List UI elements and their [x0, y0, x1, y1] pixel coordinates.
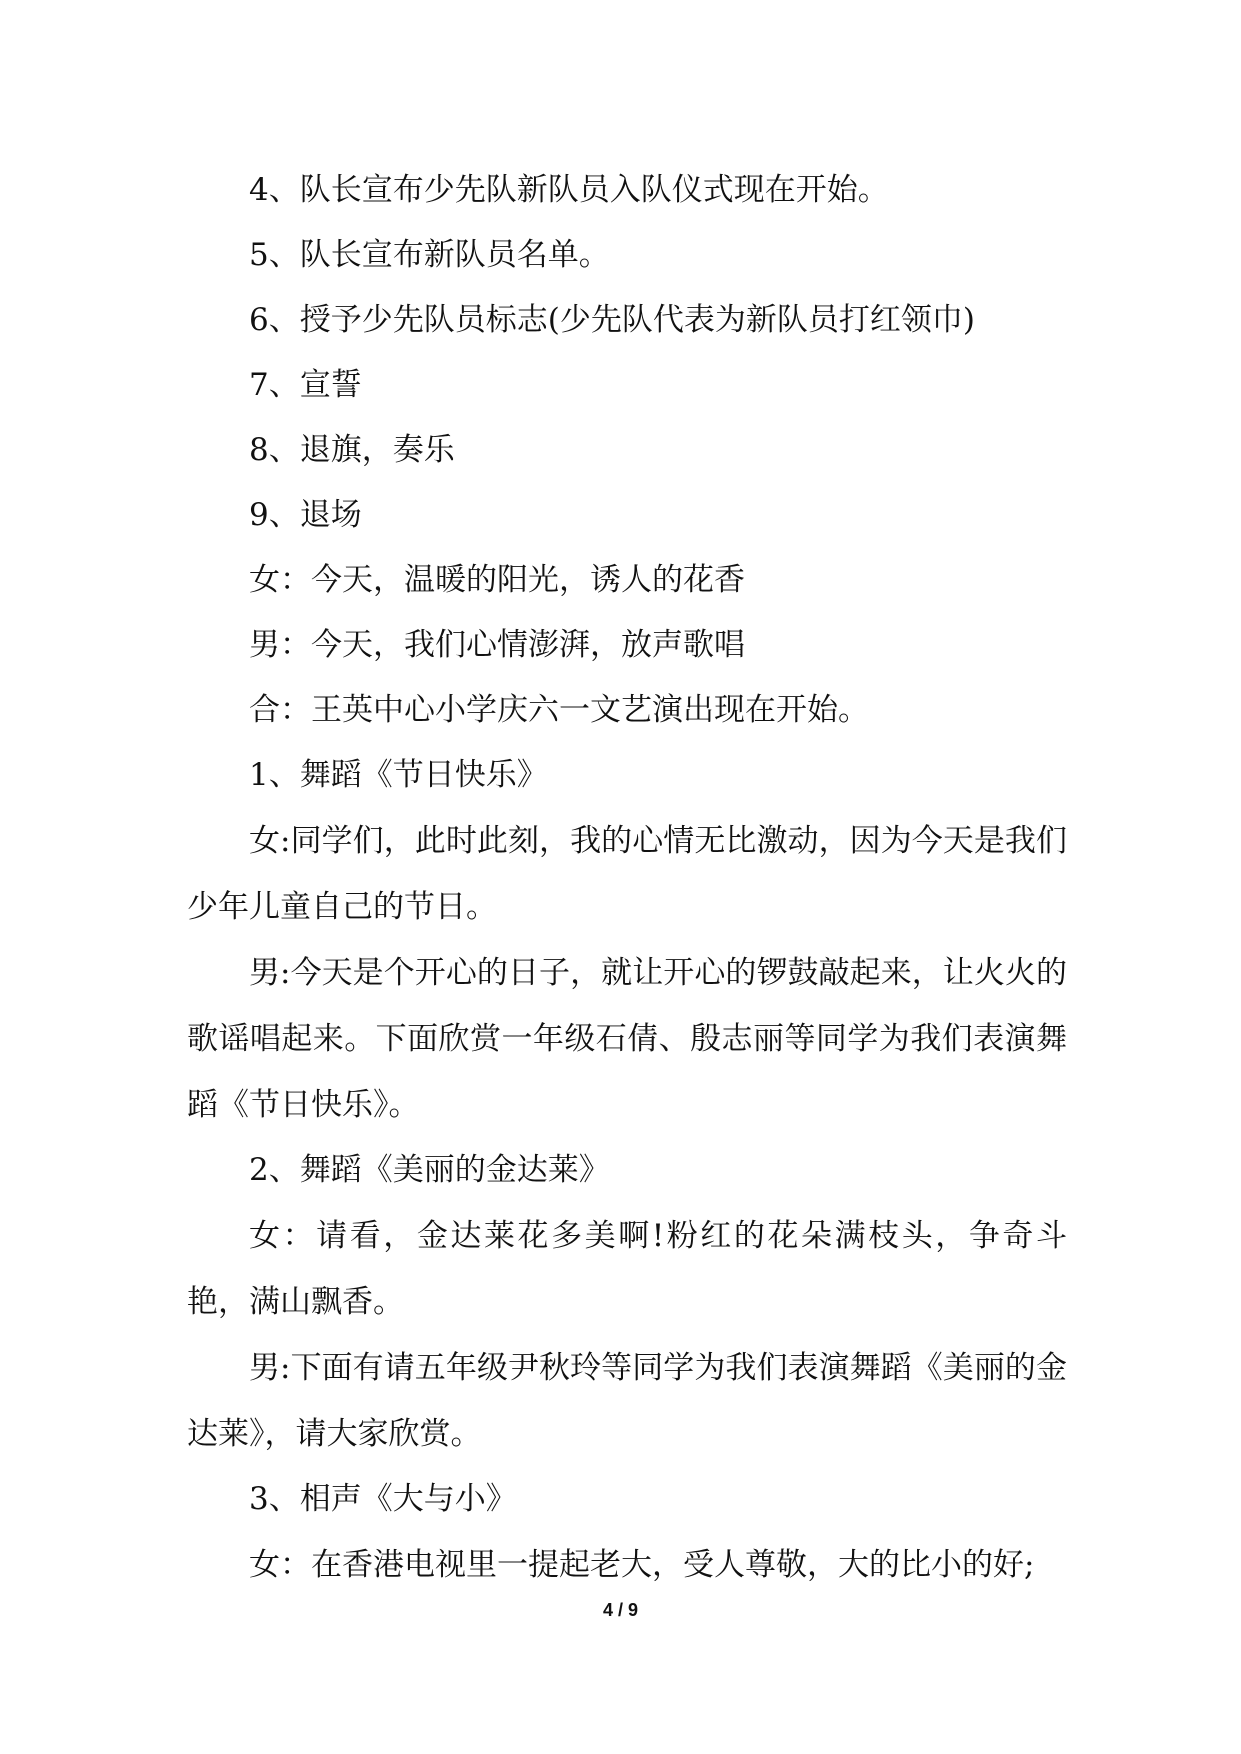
performance-heading-3: 3、相声《大与小》 — [249, 1481, 517, 1517]
dialogue-line-male-1: 男：今天，我们心情澎湃，放声歌唱 — [249, 627, 745, 663]
program-item-7: 7、宣誓 — [249, 367, 362, 403]
performance-heading-1: 1、舞蹈《节日快乐》 — [249, 757, 548, 793]
dialogue-paragraph-female-3: 女：请看，金达莱花多美啊!粉红的花朵满枝头，争奇斗艳，满山飘香。 — [187, 1218, 1067, 1320]
dialogue-paragraph-female-4: 女：在香港电视里一提起老大，受人尊敬，大的比小的好; — [249, 1547, 1035, 1583]
program-item-4: 4、队长宣布少先队新队员入队仪式现在开始。 — [249, 172, 889, 208]
dialogue-paragraph-male-3: 男:下面有请五年级尹秋玲等同学为我们表演舞蹈《美丽的金达莱》，请大家欣赏。 — [187, 1350, 1067, 1452]
program-item-8: 8、退旗，奏乐 — [249, 432, 455, 468]
program-item-6: 6、授予少先队员标志(少先队代表为新队员打红领巾) — [249, 302, 975, 338]
dialogue-paragraph-female-2: 女:同学们，此时此刻，我的心情无比激动，因为今天是我们少年儿童自己的节日。 — [187, 823, 1067, 925]
document-body — [187, 158, 1067, 1598]
page-number: 4 / 9 — [602, 1600, 639, 1620]
program-item-5: 5、队长宣布新队员名单。 — [249, 237, 610, 273]
program-item-9: 9、退场 — [249, 497, 362, 533]
dialogue-line-together: 合：王英中心小学庆六一文艺演出现在开始。 — [249, 692, 869, 728]
dialogue-line-female-1: 女：今天，温暖的阳光，诱人的花香 — [249, 562, 745, 598]
dialogue-paragraph-male-2: 男:今天是个开心的日子，就让开心的锣鼓敲起来，让火火的歌谣唱起来。下面欣赏一年级石倩、殷志丽等同学为我们表演舞蹈《节日快乐》。 — [187, 955, 1067, 1123]
performance-heading-2: 2、舞蹈《美丽的金达莱》 — [249, 1152, 610, 1188]
